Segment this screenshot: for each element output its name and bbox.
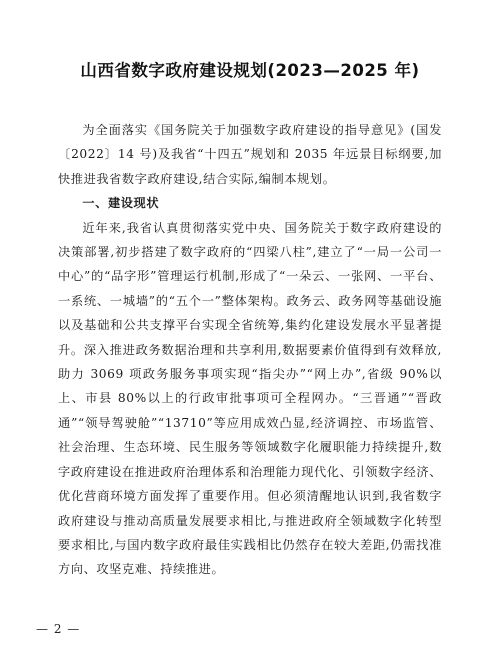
intro-paragraph: 为全面落实《国务院关于加强数字政府建设的指导意见》(国发〔2022〕14 号)及我省“十四五”规划和 2035 年远景目标纲要,加快推进我省数字政府建设,结合实际,编制本规划。	[58, 123, 442, 186]
document-title: 山西省数字政府建设规划(2023—2025 年)	[80, 61, 420, 80]
page-number: — 2 —	[36, 622, 81, 636]
section-heading: 一、建设现状	[82, 196, 160, 211]
document-body	[58, 118, 442, 582]
section-paragraph: 近年来,我省认真贯彻落实党中央、国务院关于数字政府建设的决策部署,初步搭建了数字政府的“四梁八柱”,建立了“一局一公司一中心”的“品字形”管理运行机制,形成了“一朵云、一张网、一平台、一系统、一城墙”的“五个一”整体架构。政务云、政务网等基础设施以及基础和公共支撑平台实现全省统筹,集约化建设发展水平显著提升。深入推进政务数据治理和共享利用,数据要素价值得到有效释放,助力 3069 项政务服务事项实现“指尖办”“网上办”,省级 90%以上、市县 80%以上的行政审批事项可全程网办。“三晋通”“晋政通”“领导驾驶舱”“13710”等应用成效凸显,经济调控、市场监管、社会治理、生态环境、民生服务等领域数字化履职能力持续提升,数字政府建设在推进政府治理体系和治理能力现代化、引领数字经济、优化营商环境方面发挥了重要作用。但必须清醒地认识到,我省数字政府建设与推动高质量发展要求相比,与推进政府全领域数字化转型要求相比,与国内数字政府最佳实践相比仍然存在较大差距,仍需找准方向、攻坚克难、持续推进。	[58, 220, 442, 577]
